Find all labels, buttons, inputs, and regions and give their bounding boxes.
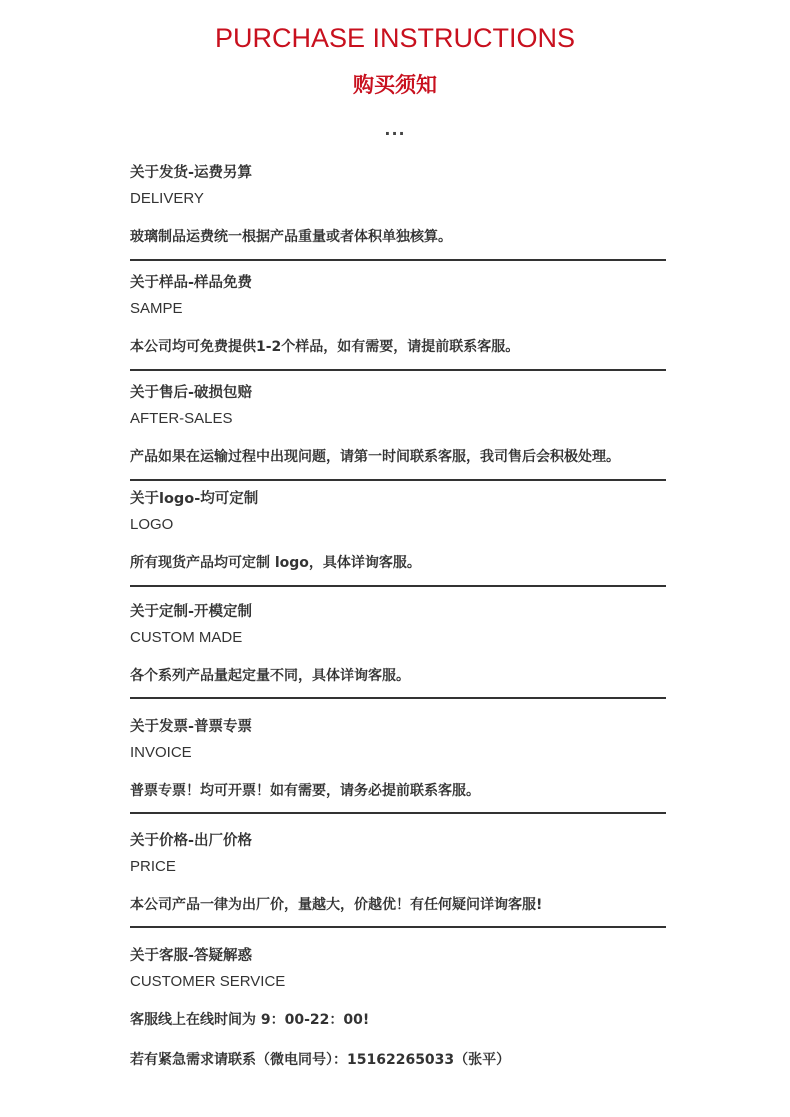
section-divider — [130, 585, 666, 587]
page-title-chinese: 购买须知 — [353, 73, 437, 97]
section-title-en: LOGO — [130, 516, 174, 533]
page-title-english: PURCHASE INSTRUCTIONS — [214, 23, 576, 53]
section-title-cn: 关于售后-破损包赔 — [130, 385, 253, 401]
section-title-cn: 关于发货-运费另算 — [130, 165, 253, 181]
section-description: 所有现货产品均可定制 logo，具体详询客服。 — [130, 555, 421, 571]
service-hours: 客服线上在线时间为 9：00-22：00! — [130, 1012, 370, 1028]
section-title-cn: 关于价格-出厂价格 — [130, 833, 253, 849]
section-title-en: PRICE — [130, 858, 176, 875]
section-title-en: AFTER-SALES — [130, 410, 233, 427]
section-description: 各个系列产品量起定量不同，具体详询客服。 — [130, 668, 410, 684]
section-title-cn: 关于发票-普票专票 — [130, 719, 253, 735]
section-title-cn: 关于logo-均可定制 — [130, 491, 259, 507]
section-title-en: CUSTOMER SERVICE — [130, 973, 286, 990]
section-title-cn: 关于定制-开模定制 — [130, 604, 253, 620]
section-title-en: SAMPE — [130, 300, 183, 317]
section-divider — [130, 259, 666, 261]
section-divider — [130, 369, 666, 371]
section-title-cn: 关于样品-样品免费 — [130, 275, 253, 291]
section-description: 普票专票！均可开票！如有需要，请务必提前联系客服。 — [130, 783, 480, 799]
section-description: 本公司均可免费提供1-2个样品，如有需要，请提前联系客服。 — [130, 339, 520, 355]
section-divider — [130, 812, 666, 814]
section-divider — [130, 697, 666, 699]
section-description: 本公司产品一律为出厂价，量越大，价越优！有任何疑问详询客服! — [130, 897, 543, 913]
section-divider — [130, 926, 666, 928]
section-description: 玻璃制品运费统一根据产品重量或者体积单独核算。 — [130, 229, 452, 245]
section-divider — [130, 479, 666, 481]
section-title-en: DELIVERY — [130, 190, 204, 207]
section-title-en: CUSTOM MADE — [130, 629, 243, 646]
section-title-en: INVOICE — [130, 744, 192, 761]
emergency-contact: 若有紧急需求请联系（微电同号）：15162265033（张平） — [130, 1052, 511, 1068]
section-title-cn: 关于客服-答疑解惑 — [130, 948, 253, 964]
section-description: 产品如果在运输过程中出现问题，请第一时间联系客服，我司售后会积极处理。 — [130, 449, 620, 465]
title-ellipsis: ... — [384, 120, 406, 139]
